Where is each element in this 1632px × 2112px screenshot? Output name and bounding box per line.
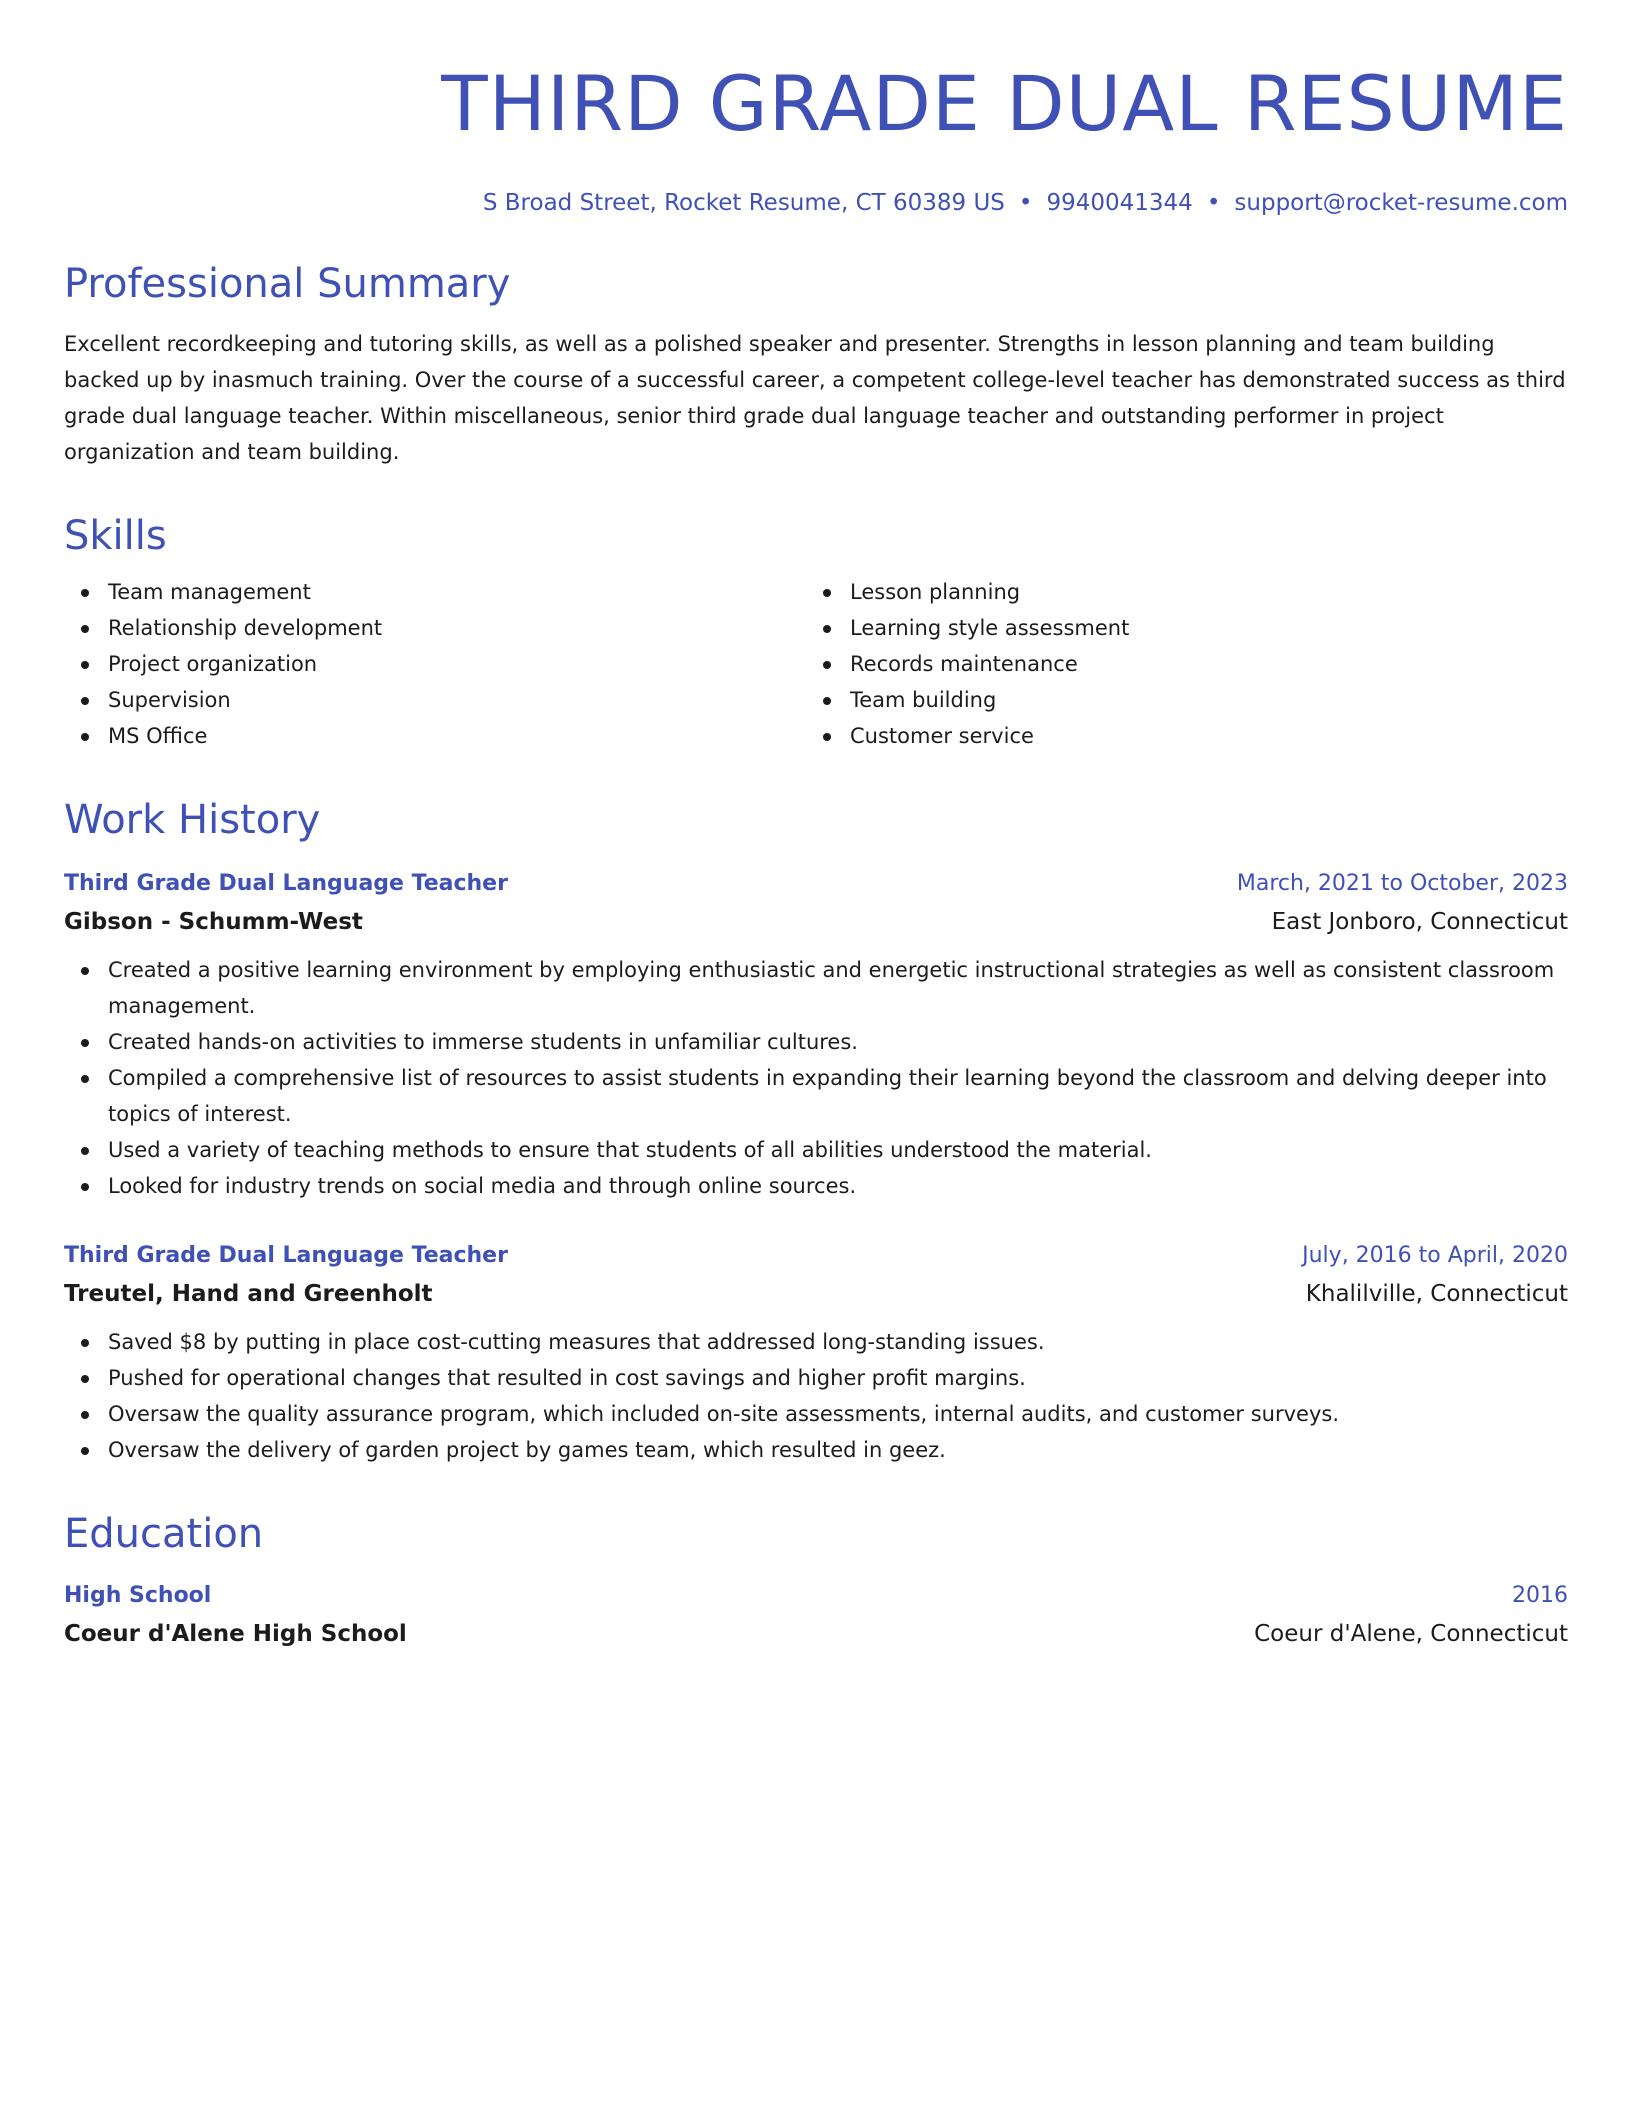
job-bullets (64, 1324, 1568, 1468)
job-employer-row (64, 1274, 1568, 1314)
education-section (64, 1510, 1568, 1654)
job-employer: Gibson - Schumm-West (64, 909, 363, 935)
skill-item: Team management (64, 574, 806, 610)
resume-name: THIRD GRADE DUAL RESUME (441, 59, 1568, 148)
education-school: Coeur d'Alene High School (64, 1621, 407, 1647)
contact-email: support@rocket-resume.com (1234, 190, 1568, 216)
skill-item: MS Office (64, 718, 806, 754)
education-heading: Education (64, 1511, 264, 1557)
work-history-section (64, 796, 1568, 1468)
contact-phone: 9940041344 (1046, 190, 1193, 216)
resume-header (64, 56, 1568, 218)
job-title: Third Grade Dual Language Teacher (64, 871, 508, 896)
summary-section (64, 260, 1568, 470)
contact-separator: • (1206, 190, 1221, 216)
education-school-row (64, 1614, 1568, 1654)
job-location: Khalilville, Connecticut (1305, 1281, 1568, 1307)
education-location: Coeur d'Alene, Connecticut (1254, 1621, 1568, 1647)
job-bullet: Looked for industry trends on social media and through online sources. (64, 1168, 1568, 1204)
skills-section (64, 512, 1568, 754)
job-bullet: Used a variety of teaching methods to ensure that students of all abilities understood the material. (64, 1132, 1568, 1168)
skill-item: Records maintenance (806, 646, 1548, 682)
education-degree: High School (64, 1583, 212, 1608)
contact-separator: • (1018, 190, 1033, 216)
education-entry (64, 1578, 1568, 1654)
skill-item: Customer service (806, 718, 1548, 754)
skill-item: Team building (806, 682, 1548, 718)
contact-address: S Broad Street, Rocket Resume, CT 60389 US (482, 190, 1005, 216)
contact-line (64, 188, 1568, 218)
job-bullet: Saved $8 by putting in place cost-cutting measures that addressed long-standing issues. (64, 1324, 1568, 1360)
summary-heading: Professional Summary (64, 261, 511, 307)
job-bullet: Pushed for operational changes that resulted in cost savings and higher profit margins. (64, 1360, 1568, 1396)
job-location: East Jonboro, Connecticut (1271, 909, 1568, 935)
skill-item: Learning style assessment (806, 610, 1548, 646)
skills-list-left (64, 574, 806, 754)
job-bullet: Oversaw the quality assurance program, which included on-site assessments, internal audits, and customer surveys. (64, 1396, 1568, 1432)
job-title-row (64, 1238, 1568, 1274)
job-bullet: Created a positive learning environment by employing enthusiastic and energetic instructional strategies as well as consistent classroom management. (64, 952, 1568, 1024)
job-employer-row (64, 902, 1568, 942)
skills-list-right (806, 574, 1548, 754)
job-dates: March, 2021 to October, 2023 (1236, 871, 1568, 896)
education-degree-row (64, 1578, 1568, 1614)
job-bullets (64, 952, 1568, 1204)
skills-columns (64, 574, 1568, 754)
job-entry (64, 1238, 1568, 1468)
job-bullet: Oversaw the delivery of garden project by games team, which resulted in geez. (64, 1432, 1568, 1468)
job-employer: Treutel, Hand and Greenholt (64, 1281, 433, 1307)
skills-heading: Skills (64, 513, 167, 559)
job-entry (64, 866, 1568, 1204)
education-year: 2016 (1512, 1583, 1568, 1608)
job-title-row (64, 866, 1568, 902)
summary-text: Excellent recordkeeping and tutoring skills, as well as a polished speaker and presenter. Strengths in lesson planning and team building backed up by inasmuch training. Over the course of a successful career, a competent college-level teacher has demonstrated success as third grade dual language teacher. Within miscellaneous, senior third grade dual language teacher and outstanding performer in project organization and team building. (64, 332, 1566, 464)
skill-item: Supervision (64, 682, 806, 718)
job-title: Third Grade Dual Language Teacher (64, 1243, 508, 1268)
skill-item: Relationship development (64, 610, 806, 646)
skill-item: Project organization (64, 646, 806, 682)
work-history-heading: Work History (64, 797, 321, 843)
job-bullet: Created hands-on activities to immerse students in unfamiliar cultures. (64, 1024, 1568, 1060)
job-dates: July, 2016 to April, 2020 (1302, 1243, 1568, 1268)
job-bullet: Compiled a comprehensive list of resources to assist students in expanding their learning beyond the classroom and delving deeper into topics of interest. (64, 1060, 1568, 1132)
skill-item: Lesson planning (806, 574, 1548, 610)
